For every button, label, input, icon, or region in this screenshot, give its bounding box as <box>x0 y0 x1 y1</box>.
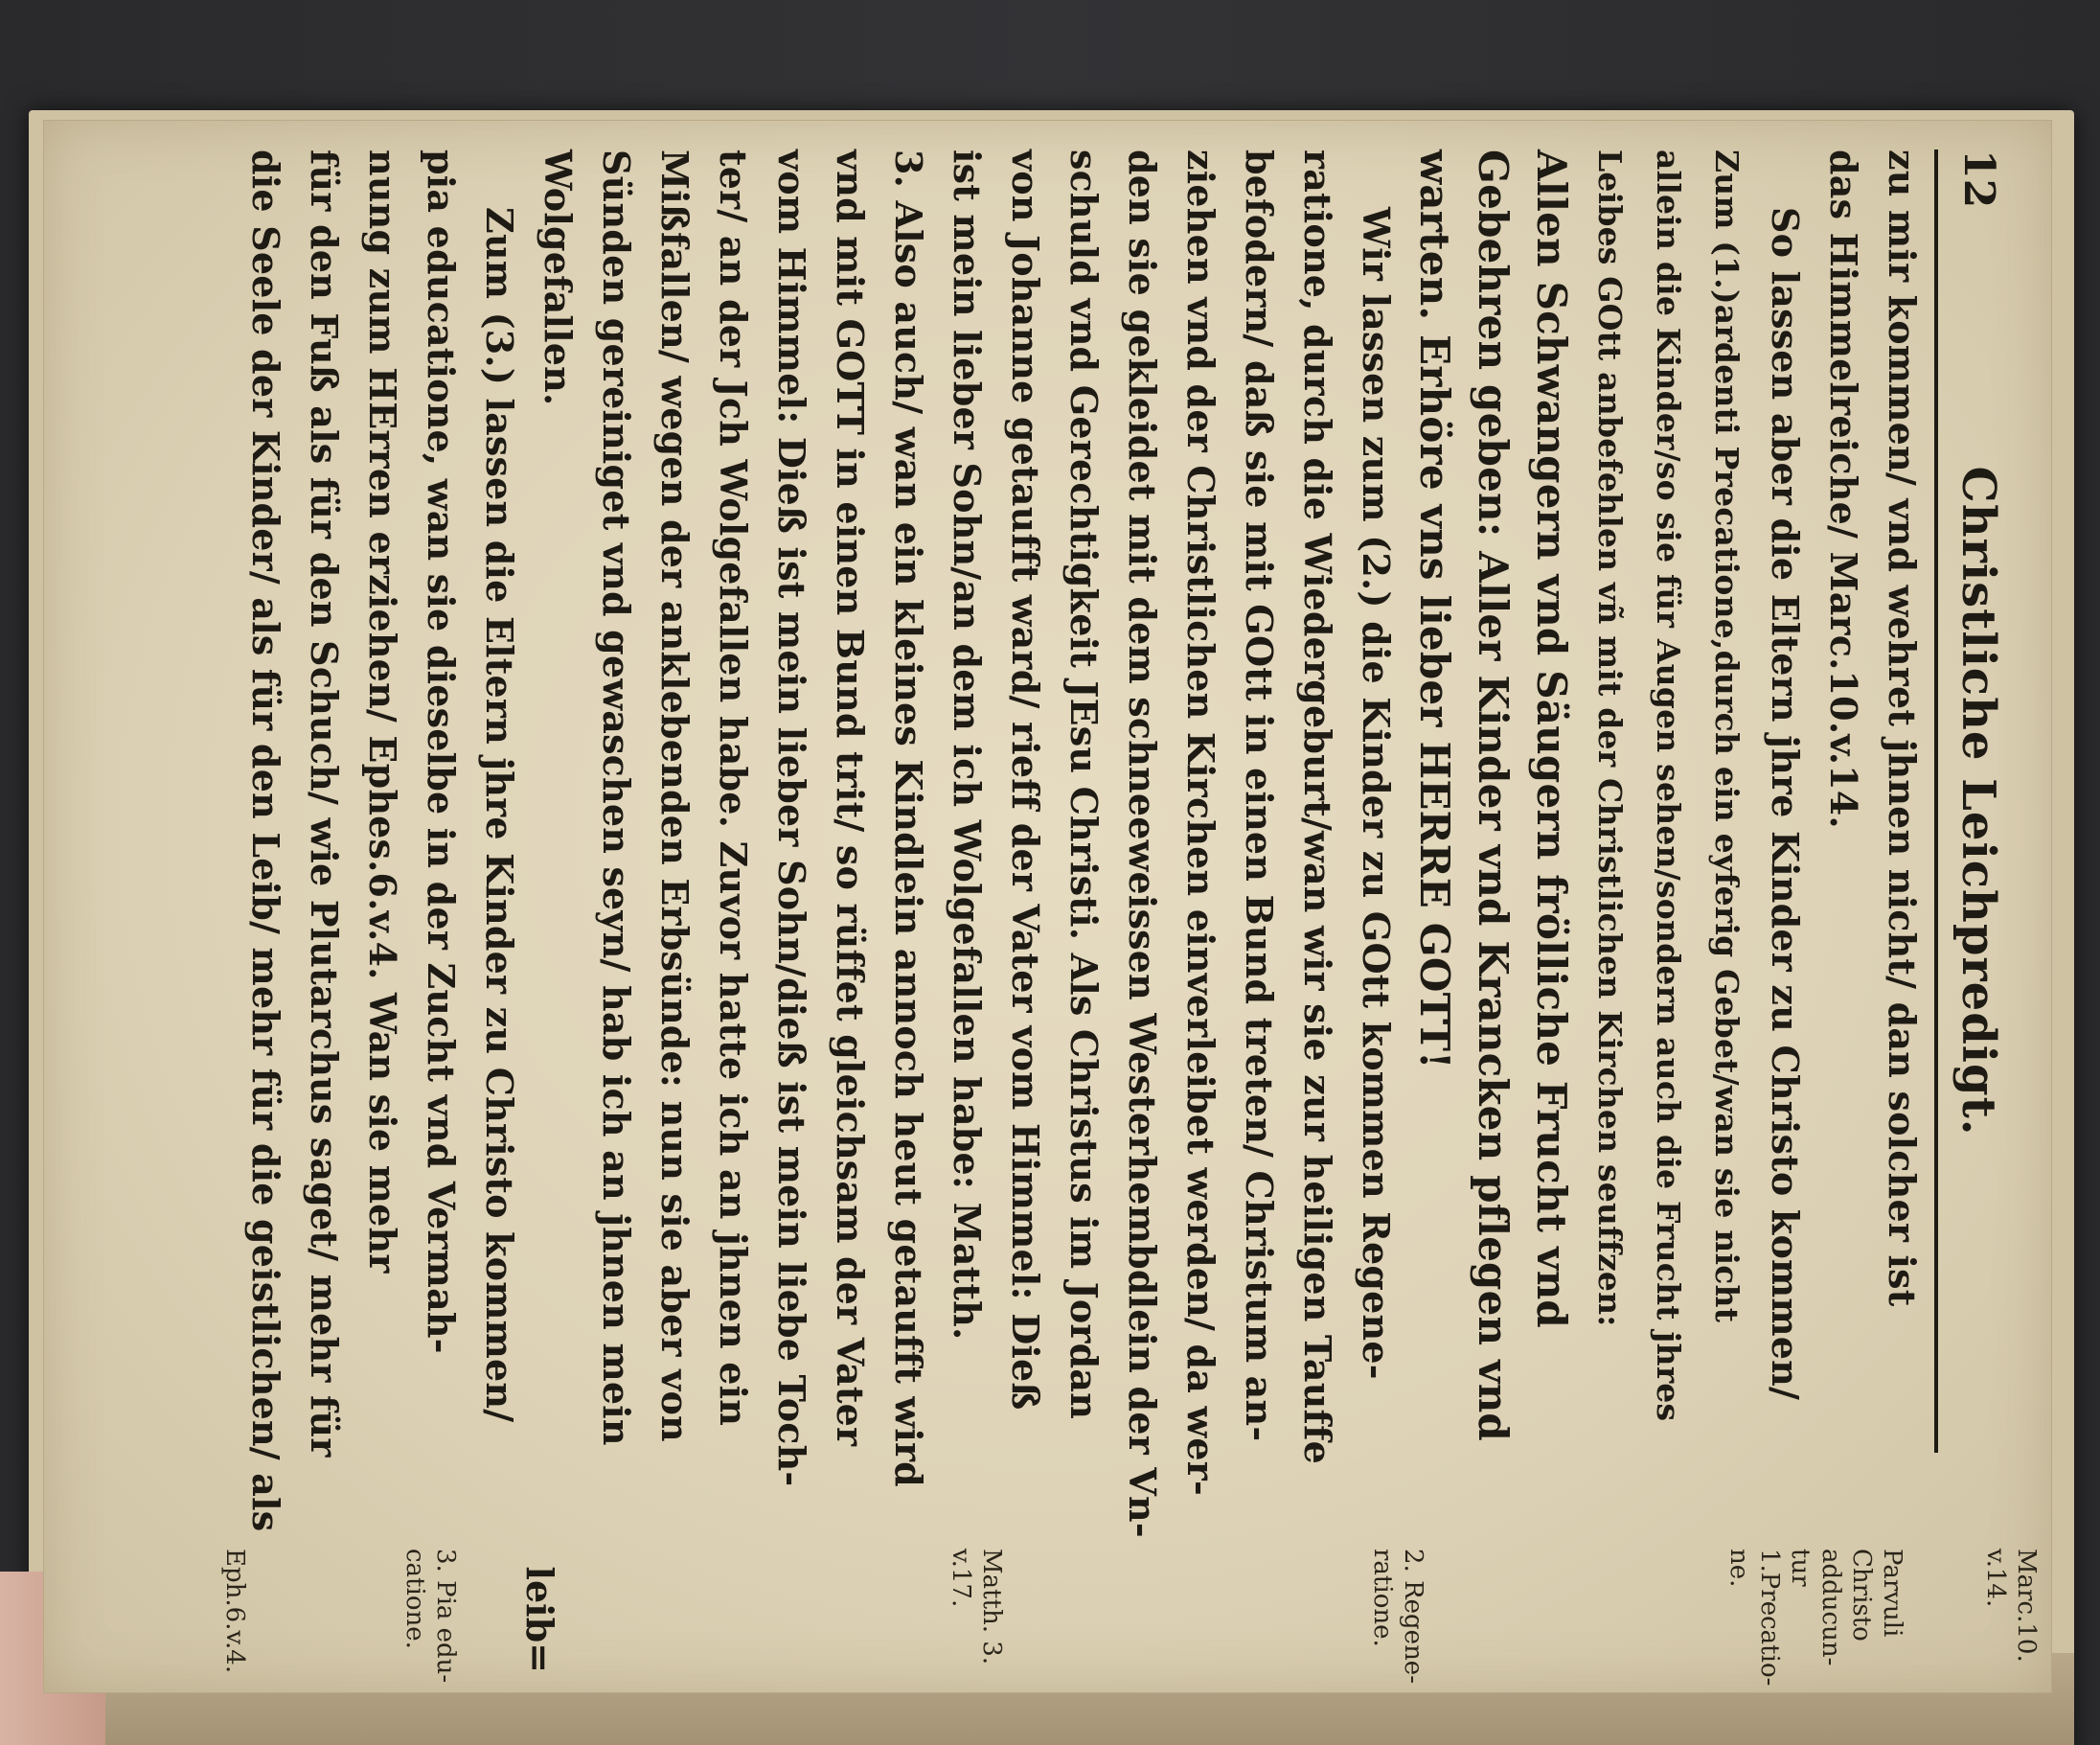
margin-note: Eph.6.v.4. <box>220 1549 249 1674</box>
text-line: für den Fuß als für den Schuch/ wie Plutarchus saget/ mehr für <box>303 149 346 1458</box>
page-number: 12 <box>1954 149 2003 209</box>
text-line: Zum (1.)ardenti Precatione,durch ein eyferig Gebet/wan sie nicht <box>1708 149 1746 1323</box>
text-line: Wir lassen zum (2.) die Kinder zu GOtt kommen Regene- <box>1355 207 1398 1380</box>
text-line: die Seele der Kinder/ als für den Leib/ mehr für die geistlichen/ als <box>244 149 287 1532</box>
text-line: Leibes GOtt anbefehlen vñ mit der Christlichen Kirchen seuffzen: <box>1591 149 1629 1327</box>
text-line: warten. Erhöre vns lieber HERRE GOTT! <box>1411 149 1458 1069</box>
catchword: leib= <box>518 1566 561 1673</box>
text-line: schuld vnd Gerechtigkeit JEsu Christi. Als Christus im Jordan <box>1062 149 1106 1420</box>
text-line: ratione, durch die Wiedergeburt/wan wir sie zur heiligen Tauffe <box>1296 149 1339 1465</box>
margin-note: Marc.10. v.14. <box>1981 1549 2041 1663</box>
text-line: ziehen vnd der Christlichen Kirchen einverleibet werden/ da wer- <box>1179 149 1222 1496</box>
main-text <box>237 149 1931 1538</box>
text-line: Wolgefallen. <box>536 149 580 406</box>
text-line: von Johanne getaufft ward/ rieff der Vater vom Himmel: Dieß <box>1004 149 1047 1411</box>
margin-notes <box>44 1510 2051 1692</box>
text-line: Mißfallen/ wegen der anklebenden Erbsünde: nun sie aber von <box>653 149 696 1442</box>
text-line: Sünden gereiniget vnd gewaschen seyn/ hab ich an jhnen mein <box>595 149 638 1446</box>
text-line: ist mein lieber Sohn/an dem ich Wolgefallen habe: Matth. <box>946 149 989 1341</box>
margin-note: 3. Pia edu- catione. <box>400 1549 460 1684</box>
text-line: pia educatione, wan sie dieselbe in der Zucht vnd Vermah- <box>420 149 463 1354</box>
margin-note: Parvuli Christo adducun- tur 1.Precatio- ne. <box>1724 1549 1906 1687</box>
running-title: Christliche Leichpredigt. <box>1952 466 2005 1137</box>
text-line: befodern/ daß sie mit GOtt in einen Bund treten/ Christum an- <box>1238 149 1281 1442</box>
text-line: zu mir kommen/ vnd wehret jhnen nicht/ dan solcher ist <box>1881 149 1924 1307</box>
text-line: Gebehren geben: Aller Kinder vnd Krancken pflegen vnd <box>1470 149 1517 1441</box>
text-line: das Himmelreiche/ Marc.10.v.14. <box>1822 149 1865 829</box>
text-line: ter/ an der Jch Wolgefallen habe. Zuvor hatte ich an jhnen ein <box>712 149 755 1427</box>
text-line: vnd mit GOTT in einen Bund trit/ so rüffet gleichsam der Vater <box>829 149 872 1447</box>
text-line: Allen Schwangern vnd Säugern frölliche Frucht vnd <box>1528 149 1575 1328</box>
margin-note: 2. Regene- ratione. <box>1368 1549 1427 1684</box>
text-line: vom Himmel: Dieß ist mein lieber Sohn/dieß ist mein liebe Toch- <box>770 149 813 1487</box>
text-line: nung zum HErren erziehen/ Ephes.6.v.4. Wan sie mehr <box>361 149 404 1274</box>
book-page <box>43 120 2052 1693</box>
text-line: So lassen aber die Eltern jhre Kinder zu Christo kommen/ <box>1764 207 1807 1401</box>
text-line: Zum (3.) lassen die Eltern jhre Kinder zu Christo kommen/ <box>478 207 521 1423</box>
page-header <box>1936 149 2022 1453</box>
margin-note: Matth. 3. v.17. <box>947 1549 1006 1665</box>
header-rule <box>1934 149 1938 1453</box>
text-line: den sie gekleidet mit dem schneeweissen Westerhembdlein der Vn- <box>1121 149 1164 1538</box>
text-line: allein die Kinder/so sie für Augen sehen/sondern auch die Frucht jhres <box>1650 149 1687 1422</box>
rotated-page-content <box>44 121 2051 1692</box>
text-line: 3. Also auch/ wan ein kleines Kindlein annoch heut getaufft wird <box>887 149 930 1487</box>
